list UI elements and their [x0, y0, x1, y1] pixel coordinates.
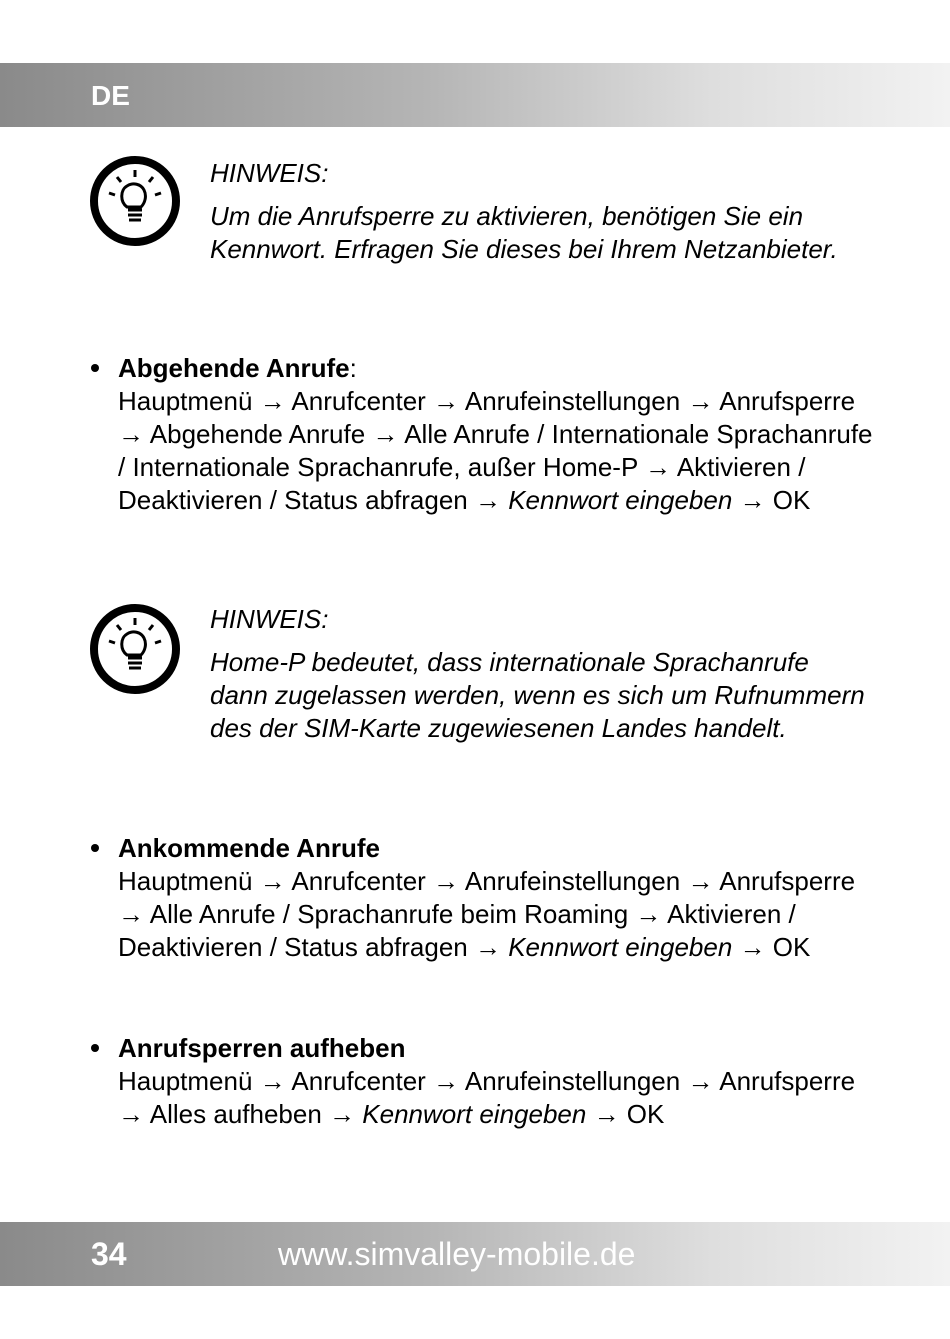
note-hint-2 [210, 603, 870, 745]
website-url: www.simvalley-mobile.de [278, 1236, 636, 1272]
path-end: → OK [739, 485, 811, 515]
path-end: → OK [593, 1099, 665, 1129]
note-hint-1 [210, 157, 870, 266]
note-body: Um die Anrufsperre zu aktivieren, benötigen Sie ein Kennwort. Erfragen Sie dieses bei Ihrem Netzanbieter. [210, 201, 838, 264]
item-title: Anrufsperren aufheben [118, 1033, 406, 1063]
note-title: HINWEIS: [210, 158, 329, 188]
item-colon: : [349, 353, 357, 383]
language-label: DE [91, 80, 130, 111]
menu-path [118, 865, 878, 964]
lightbulb-icon [89, 603, 181, 695]
note-body: Home-P bedeutet, dass internationale Sprachanrufe dann zugelassen werden, wenn es sich um Rufnummern des der SIM-Karte zugewiesenen Landes handelt. [210, 647, 865, 743]
path-italic: Kennwort eingeben [508, 485, 733, 515]
path-text: Hauptmenü → Anrufcenter → Anrufeinstellungen → Anrufsperre → Abgehende Anrufe → Alle Anrufe / Internationale Sprachanrufe / Internationale Sprachanrufe, außer Home-P → Aktivieren / Deaktivieren / Status abfragen → [118, 386, 873, 515]
lightbulb-icon [89, 155, 181, 247]
path-text: Hauptmenü → Anrufcenter → Anrufeinstellungen → Anrufsperre → Alles aufheben → [118, 1066, 856, 1129]
list-item-incoming-calls [118, 832, 878, 964]
page-number: 34 [91, 1236, 127, 1272]
note-title: HINWEIS: [210, 604, 329, 634]
list-item-lift-barring [118, 1032, 878, 1131]
list-item-outgoing-calls [118, 352, 878, 517]
path-italic: Kennwort eingeben [508, 932, 733, 962]
item-title: Abgehende Anrufe [118, 353, 350, 383]
menu-path [118, 385, 878, 517]
path-italic: Kennwort eingeben [362, 1099, 587, 1129]
item-title: Ankommende Anrufe [118, 833, 380, 863]
header-bar [0, 63, 950, 127]
path-text: Hauptmenü → Anrufcenter → Anrufeinstellungen → Anrufsperre → Alle Anrufe / Sprachanrufe beim Roaming → Aktivieren / Deaktivieren / Status abfragen → [118, 866, 856, 962]
menu-path [118, 1065, 878, 1131]
path-end: → OK [739, 932, 811, 962]
